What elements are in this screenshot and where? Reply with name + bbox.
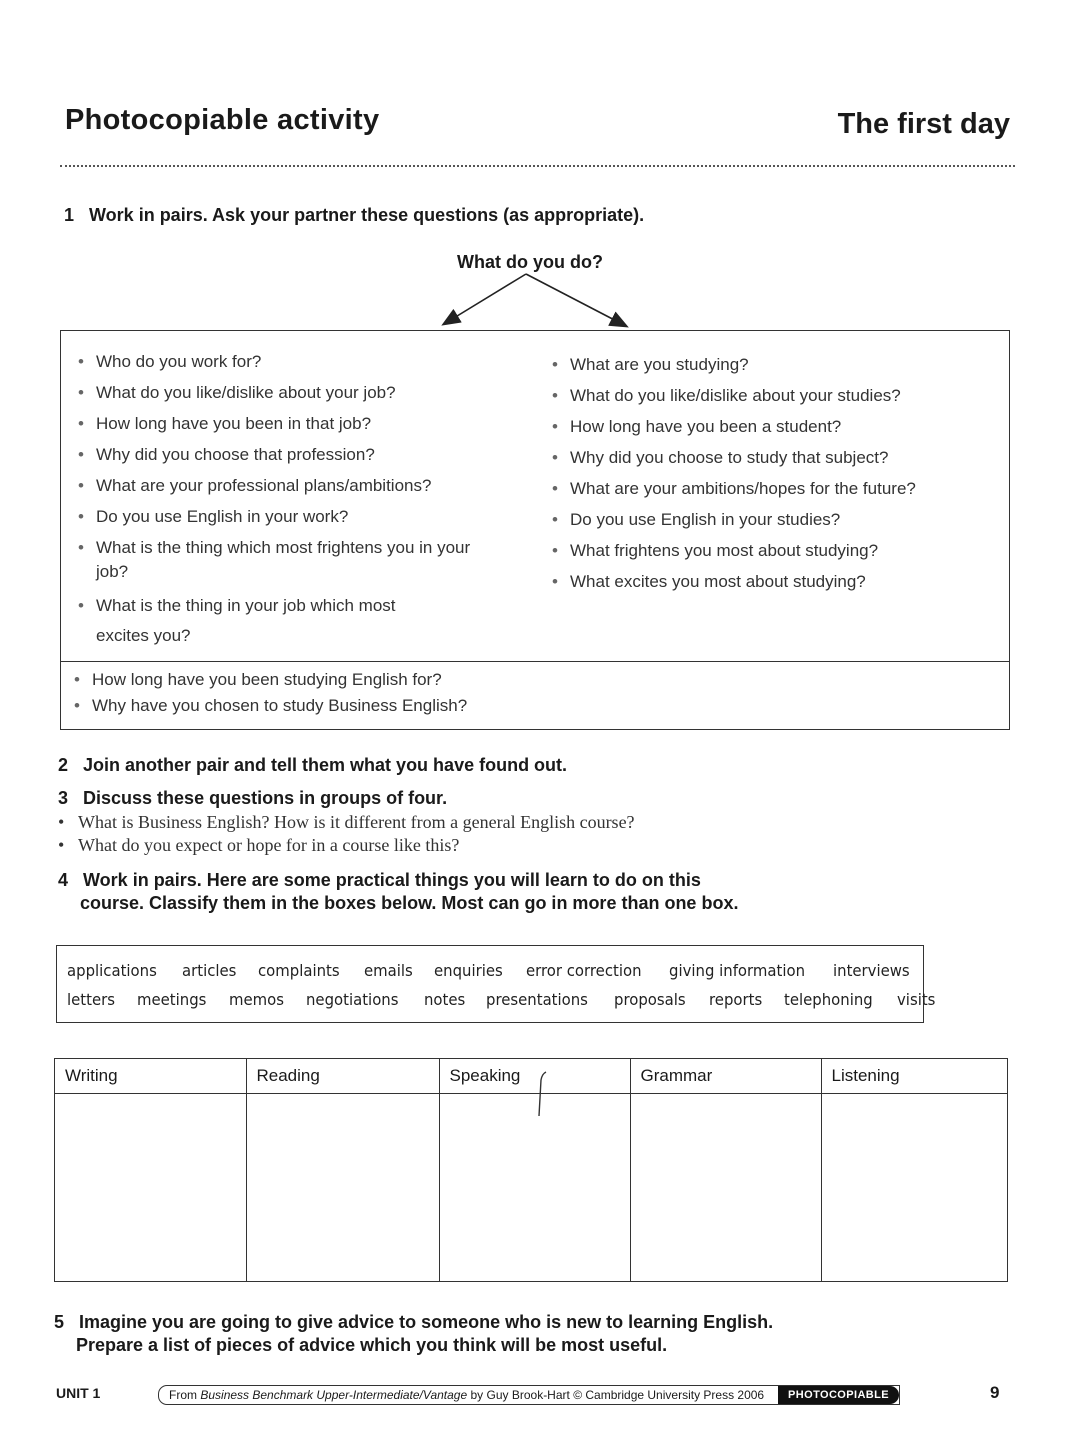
list-item: • What excites you most about studying? bbox=[550, 570, 980, 594]
word-item: proposals bbox=[613, 990, 686, 1009]
work-questions-list bbox=[76, 350, 496, 658]
task-5-instruction-line-1: Imagine you are going to give advice to someone who is new to learning English. bbox=[79, 1312, 774, 1332]
column-header-grammar: Grammar bbox=[630, 1059, 821, 1094]
column-header-writing: Writing bbox=[55, 1059, 246, 1094]
word-item: letters bbox=[67, 990, 115, 1009]
listening-cell[interactable] bbox=[821, 1094, 1007, 1282]
activity-title: Photocopiable activity bbox=[65, 104, 380, 136]
branch-arrows-icon bbox=[430, 270, 650, 332]
classification-table bbox=[54, 1058, 1008, 1282]
column-header-listening: Listening bbox=[821, 1059, 1007, 1094]
photocopiable-badge: PHOTOCOPIABLE bbox=[778, 1386, 899, 1404]
column-header-speaking: Speaking bbox=[439, 1059, 630, 1094]
study-questions-list bbox=[550, 353, 980, 601]
word-bank-box bbox=[56, 945, 936, 1023]
word-item: negotiations bbox=[306, 990, 399, 1009]
word-item: notes bbox=[423, 990, 466, 1009]
task-3 bbox=[58, 787, 447, 810]
list-item: • Why did you choose to study that subject? bbox=[550, 446, 980, 470]
word-item: complaints bbox=[258, 961, 340, 980]
list-item: • Who do you work for? bbox=[76, 350, 496, 374]
speaking-cell[interactable] bbox=[439, 1094, 630, 1282]
page-number: 9 bbox=[990, 1383, 1000, 1402]
questions-box-divider bbox=[61, 661, 1009, 662]
word-bank-row-1 bbox=[67, 956, 913, 985]
word-item: error correction bbox=[526, 961, 642, 980]
word-item: emails bbox=[363, 961, 413, 980]
book-title: Business Benchmark Upper-Intermediate/Vantage bbox=[200, 1388, 468, 1402]
word-item: articles bbox=[181, 961, 237, 980]
word-item: memos bbox=[229, 990, 285, 1009]
credit-suffix: by Guy Brook-Hart © Cambridge University Press 2006 bbox=[467, 1388, 765, 1402]
task-1 bbox=[64, 204, 644, 227]
task-4-instruction-line-1: Work in pairs. Here are some practical things you will learn to do on this bbox=[83, 870, 701, 890]
list-item: • How long have you been studying English for? bbox=[72, 668, 972, 692]
writing-cell[interactable] bbox=[55, 1094, 246, 1282]
word-bank-row-2 bbox=[67, 985, 936, 1014]
list-item: • What do you like/dislike about your studies? bbox=[550, 384, 980, 408]
word-item: reports bbox=[708, 990, 763, 1009]
list-item: • What is Business English? How is it different from a general English course? bbox=[56, 811, 956, 834]
list-item: • Do you use English in your work? bbox=[76, 505, 496, 529]
word-item: visits bbox=[897, 990, 936, 1009]
list-item: • What are your ambitions/hopes for the future? bbox=[550, 477, 980, 501]
credit-prefix: From bbox=[169, 1388, 201, 1402]
list-item: • How long have you been a student? bbox=[550, 415, 980, 439]
task-2-instruction: Join another pair and tell them what you have found out. bbox=[83, 755, 568, 775]
task-4 bbox=[58, 869, 958, 915]
task-5-instruction-line-2: Prepare a list of pieces of advice which you think will be most useful. bbox=[76, 1335, 668, 1355]
task-4-instruction-line-2: course. Classify them in the boxes below. Most can go in more than one box. bbox=[80, 893, 739, 913]
task-2 bbox=[58, 754, 567, 777]
list-item: • What is the thing in your job which most excites you? bbox=[76, 591, 436, 651]
common-questions-list bbox=[72, 668, 972, 720]
list-item: • What do you expect or hope for in a course like this? bbox=[56, 834, 956, 857]
word-item: interviews bbox=[832, 961, 910, 980]
word-item: telephoning bbox=[784, 990, 873, 1009]
footer-credit-text bbox=[159, 1388, 778, 1402]
task-3-questions bbox=[56, 811, 956, 857]
reading-cell[interactable] bbox=[246, 1094, 439, 1282]
list-item: • What is the thing which most frightens you in your job? bbox=[76, 536, 476, 584]
word-item: applications bbox=[67, 961, 157, 980]
list-item: • Do you use English in your studies? bbox=[550, 508, 980, 532]
list-item: • What are your professional plans/ambitions? bbox=[76, 474, 496, 498]
pen-mark-icon bbox=[534, 1070, 554, 1120]
list-item: • How long have you been in that job? bbox=[76, 412, 496, 436]
task-5 bbox=[54, 1311, 1014, 1357]
footer-unit: UNIT 1 bbox=[56, 1385, 101, 1401]
task-4-number: 4 bbox=[58, 870, 69, 890]
task-3-number: 3 bbox=[58, 788, 69, 808]
unit-title: The first day bbox=[837, 108, 1010, 140]
grammar-cell[interactable] bbox=[630, 1094, 821, 1282]
task-2-number: 2 bbox=[58, 755, 69, 775]
word-item: enquiries bbox=[434, 961, 504, 980]
word-item: meetings bbox=[136, 990, 206, 1009]
word-item: presentations bbox=[486, 990, 589, 1009]
column-header-reading: Reading bbox=[246, 1059, 439, 1094]
task-5-number: 5 bbox=[54, 1312, 65, 1332]
header-dotted-rule bbox=[60, 165, 1015, 167]
task-1-number: 1 bbox=[64, 205, 75, 225]
list-item: • What frightens you most about studying? bbox=[550, 539, 980, 563]
task-3-instruction: Discuss these questions in groups of four. bbox=[83, 788, 448, 808]
footer-credit bbox=[158, 1385, 900, 1405]
list-item: • Why have you chosen to study Business English? bbox=[72, 694, 972, 718]
list-item: • What do you like/dislike about your job? bbox=[76, 381, 496, 405]
center-question: What do you do? bbox=[457, 252, 603, 272]
word-item: giving information bbox=[668, 961, 805, 980]
list-item: • Why did you choose that profession? bbox=[76, 443, 496, 467]
list-item: • What are you studying? bbox=[550, 353, 980, 377]
task-1-instruction: Work in pairs. Ask your partner these questions (as appropriate). bbox=[89, 205, 645, 225]
